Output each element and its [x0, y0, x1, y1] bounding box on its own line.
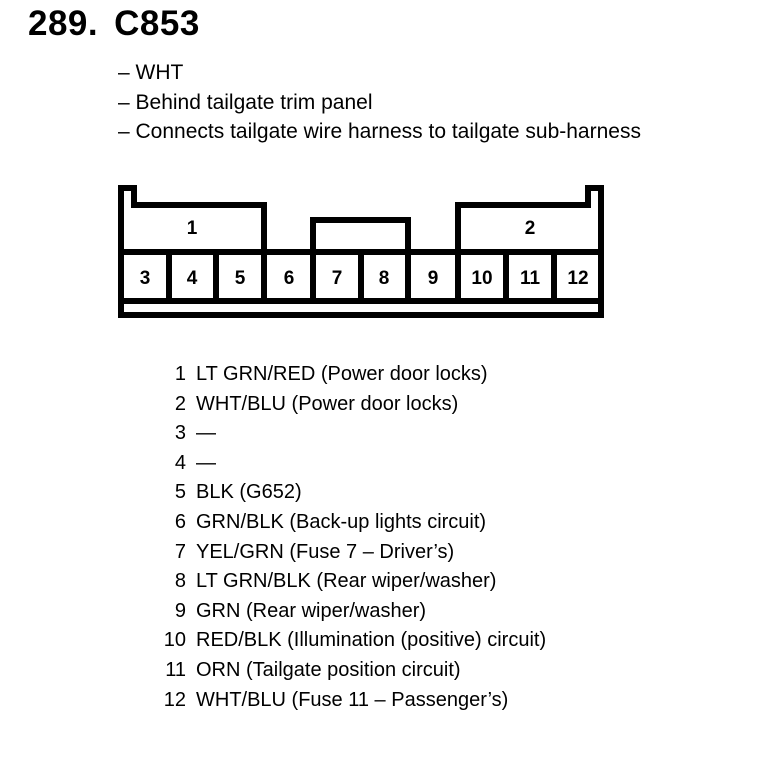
- pinout-row: [150, 626, 546, 656]
- pin-description: —: [196, 451, 216, 474]
- pin-number: 3: [174, 422, 186, 445]
- pinout-list: [150, 360, 546, 715]
- pin-number: 6: [174, 510, 186, 533]
- upper-pin-label: 2: [524, 218, 536, 239]
- pin-description: —: [196, 422, 216, 445]
- pin-description: BLK (G652): [196, 481, 302, 504]
- lower-pin-label: 5: [234, 268, 246, 289]
- pinout-row: [150, 360, 546, 390]
- lower-pin-label: 3: [139, 268, 151, 289]
- upper-pin-label: 1: [186, 218, 198, 239]
- pin-number: 11: [165, 658, 186, 681]
- pinout-row: [150, 656, 546, 686]
- pin-number: 2: [174, 392, 186, 415]
- pin-number: 1: [174, 363, 186, 385]
- lower-pin-label: 11: [519, 268, 541, 289]
- pin-number: 8: [174, 570, 186, 593]
- note-color: – WHT: [118, 61, 184, 84]
- pinout-row: [150, 419, 546, 449]
- connector-id: C853: [114, 4, 200, 43]
- pinout-row: [150, 538, 546, 568]
- lower-pin-label: 10: [471, 268, 493, 289]
- pinout-row: [150, 686, 546, 716]
- lower-pin-label: 8: [378, 268, 390, 289]
- pin-number: 10: [163, 629, 186, 652]
- lower-pin-label: 6: [283, 268, 295, 289]
- pinout-row: [150, 478, 546, 508]
- pin-description: GRN (Rear wiper/washer): [196, 599, 427, 622]
- note-location: – Behind tailgate trim panel: [118, 90, 373, 114]
- lower-pin-label: 9: [427, 268, 439, 289]
- pin-description: LT GRN/RED (Power door locks): [196, 363, 488, 385]
- pin-description: ORN (Tailgate position circuit): [196, 658, 461, 681]
- pin-number: 5: [174, 481, 186, 504]
- pin-dividers: [169, 252, 554, 301]
- pin-description: GRN/BLK (Back-up lights circuit): [196, 510, 487, 533]
- pin-description: YEL/GRN (Fuse 7 – Driver’s): [196, 540, 455, 563]
- pin-description: LT GRN/BLK (Rear wiper/washer): [196, 570, 497, 593]
- lower-pin-label: 4: [186, 268, 198, 289]
- pinout-row: [150, 567, 546, 597]
- pin-description: WHT/BLU (Power door locks): [196, 392, 459, 415]
- pinout-row: [150, 449, 546, 479]
- pinout-row: [150, 508, 546, 538]
- pinout-row: [150, 390, 546, 420]
- pinout-row: [150, 597, 546, 627]
- pin-number: 12: [163, 688, 186, 711]
- pin-number: 9: [174, 599, 186, 622]
- pin-description: RED/BLK (Illumination (positive) circuit): [196, 629, 547, 652]
- lower-pin-label: 12: [567, 268, 589, 289]
- pin-number: 7: [174, 540, 186, 563]
- pin-description: WHT/BLU (Fuse 11 – Passenger’s): [196, 688, 509, 711]
- lower-pin-label: 7: [331, 268, 343, 289]
- note-function: – Connects tailgate wire harness to tailgate sub-harness: [118, 120, 641, 143]
- pin-number: 4: [174, 451, 186, 474]
- section-number: 289.: [28, 4, 99, 43]
